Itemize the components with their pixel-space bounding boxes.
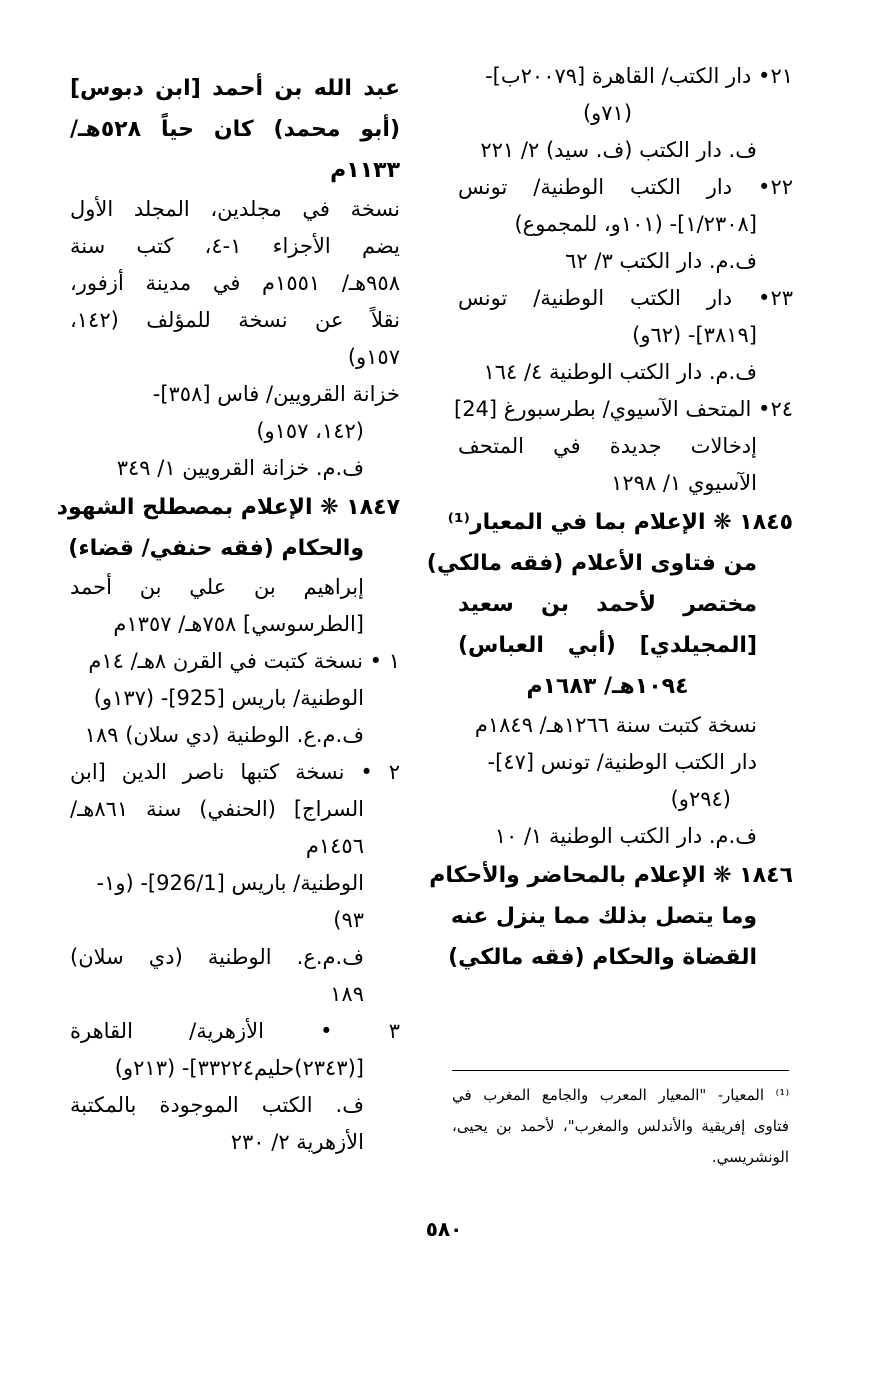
footnote-line: ⁽¹⁾ المعيار- "المعيار المعرب والجامع المغرب في xyxy=(452,1086,789,1104)
text-line: ف. الكتب الموجودة بالمكتبة xyxy=(70,1093,364,1117)
entry-title: القضاة والحكام (فقه مالكي) xyxy=(448,945,757,970)
text-line: [٣٨١٩]- (٦٢و) xyxy=(632,323,757,347)
entry-heading: ١٨٤٥ ❋ الإعلام بما في المعيار⁽¹⁾ xyxy=(447,510,793,535)
text-line: خزانة القرويين/ فاس [٣٥٨]- xyxy=(152,382,400,406)
text-line: ٣ • الأزهرية/ القاهرة xyxy=(70,1019,400,1043)
left-column xyxy=(56,68,400,1161)
text-line: [١/٢٣٠٨]- (١٠١و، للمجموع) xyxy=(514,212,757,236)
entry-date: ١٠٩٤هـ/ ١٦٨٣م xyxy=(526,674,689,699)
text-line: الوطنية/ باريس [926/1]- (و١- xyxy=(96,871,364,895)
footnote-line: فتاوى إفريقية والأندلس والمغرب"، لأحمد بن يحيى، xyxy=(452,1117,789,1135)
entry-author: عبد الله بن أحمد [ابن دبوس] xyxy=(70,76,400,101)
text-line: ٢٤• المتحف الآسيوي/ بطرسبورغ [24] xyxy=(453,397,793,421)
text-line: [(٢٣٤٣)حليم٣٣٢٢٤]- (٢١٣و) xyxy=(114,1056,364,1080)
text-line: ف.م.ع. الوطنية (دي سلان) ١٨٩ xyxy=(84,723,364,747)
text-line: نسخة كتبت سنة ١٢٦٦هـ/ ١٨٤٩م xyxy=(474,713,757,737)
text-line: ٩٣) xyxy=(333,908,364,932)
text-line: ٢٣• دار الكتب الوطنية/ تونس xyxy=(458,286,793,310)
entry-title: من فتاوى الأعلام (فقه مالكي) xyxy=(426,551,757,576)
text-line: ف.م. دار الكتب الوطنية ١/ ١٠ xyxy=(494,824,757,848)
entry-title: وما يتصل بذلك مما ينزل عنه xyxy=(450,904,757,929)
text-line: (٢٩٤و) xyxy=(670,787,731,811)
text-line: الأزهرية ٢/ ٢٣٠ xyxy=(230,1130,364,1154)
text-line: ١٥٧و) xyxy=(347,345,400,369)
text-line: إدخالات جديدة في المتحف xyxy=(458,434,757,458)
text-line: ١٤٥٦م xyxy=(305,834,364,858)
text-line: دار الكتب الوطنية/ تونس [٤٧]- xyxy=(487,750,757,774)
text-line: (٧١و) xyxy=(582,101,633,125)
entry-date: ١١٣٣م xyxy=(330,158,400,183)
text-line: ١٨٩ xyxy=(330,982,364,1006)
text-line: ٢٢• دار الكتب الوطنية/ تونس xyxy=(458,175,793,199)
text-line: نقلاً عن نسخة للمؤلف (١٤٢، xyxy=(70,308,400,332)
text-line: ف.م. دار الكتب ٣/ ٦٢ xyxy=(565,249,757,273)
entry-author: [المجيلدي] (أبي العباس) xyxy=(458,633,757,658)
footnote xyxy=(452,1080,789,1173)
entry-author: إبراهيم بن علي بن أحمد xyxy=(70,575,364,599)
text-line: ٩٥٨هـ/ ١٥٥١م في مدينة أزفور، xyxy=(70,271,400,295)
text-line: ف.م. دار الكتب الوطنية ٤/ ١٦٤ xyxy=(483,360,757,384)
text-line: ١ • نسخة كتبت في القرن ٨هـ/ ١٤م xyxy=(88,649,400,673)
text-line: السراج] (الحنفي) سنة ٨٦١هـ/ xyxy=(70,797,364,821)
text-line: نسخة في مجلدين، المجلد الأول xyxy=(70,197,400,221)
footnote-line: الونشريسي. xyxy=(711,1148,789,1166)
text-line: ف. دار الكتب (ف. سيد) ٢/ ٢٢١ xyxy=(480,138,757,162)
text-line: ٢١• دار الكتب/ القاهرة [٢٠٠٧٩ب]- xyxy=(485,64,793,88)
entry-heading: ١٨٤٦ ❋ الإعلام بالمحاضر والأحكام xyxy=(429,863,793,888)
text-line: يضم الأجزاء ١-٤، كتب سنة xyxy=(70,234,400,258)
text-line: ف.م.ع. الوطنية (دي سلان) xyxy=(70,945,364,969)
text-line: الآسيوي ١/ ١٢٩٨ xyxy=(611,471,757,495)
right-column xyxy=(426,58,793,978)
footnote-divider xyxy=(452,1070,789,1071)
text-line: (١٤٢، ١٥٧و) xyxy=(256,419,364,443)
entry-author: [الطرسوسي] ٧٥٨هـ/ ١٣٥٧م xyxy=(113,612,364,636)
text-line: الوطنية/ باريس [925]- (١٣٧و) xyxy=(93,686,364,710)
text-line: ف.م. خزانة القرويين ١/ ٣٤٩ xyxy=(116,456,364,480)
entry-author: (أبو محمد) كان حياً ٥٢٨هـ/ xyxy=(70,117,400,142)
entry-heading: ١٨٤٧ ❋ الإعلام بمصطلح الشهود xyxy=(56,495,400,520)
page-number: ٥٨٠ xyxy=(425,1217,463,1241)
entry-author: مختصر لأحمد بن سعيد xyxy=(458,592,757,617)
text-line: ٢ • نسخة كتبها ناصر الدين [ابن xyxy=(70,760,400,784)
entry-title: والحكام (فقه حنفي/ قضاء) xyxy=(68,536,364,561)
